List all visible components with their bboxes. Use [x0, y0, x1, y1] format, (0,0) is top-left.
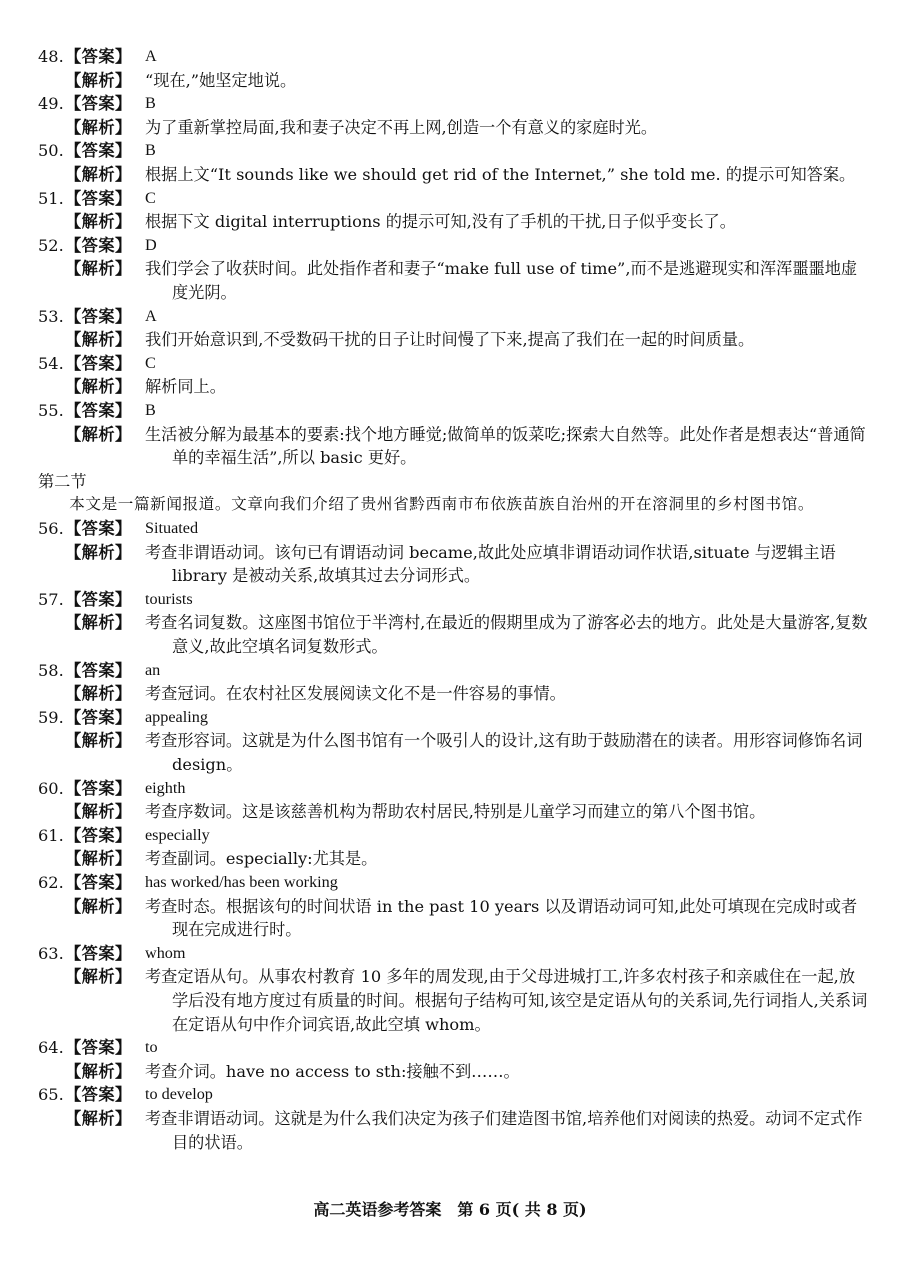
answer-row [38, 399, 868, 423]
explanation-tag: 【解析】 [65, 802, 132, 822]
answer-item [38, 234, 868, 305]
explanation-tag: 【解析】 [65, 967, 132, 987]
answer-value: to develop [145, 1085, 213, 1104]
question-number: 55. [38, 400, 64, 420]
explanation-row [38, 257, 868, 304]
answer-item [38, 187, 868, 234]
answer-tag: 【答案】 [65, 825, 132, 845]
answer-item [38, 92, 868, 139]
question-number: 54. [38, 353, 64, 373]
explanation-text: 考查形容词。这就是为什么图书馆有一个吸引人的设计,这有助于鼓励潜在的读者。用形容词修饰名词 design。 [145, 731, 863, 775]
explanation-text: “现在,”她坚定地说。 [145, 70, 297, 90]
answer-item [38, 706, 868, 777]
answer-row [38, 824, 868, 848]
explanation-block [65, 375, 868, 399]
answer-row [38, 588, 868, 612]
explanation-row [38, 375, 868, 399]
explanation-row [38, 328, 868, 352]
answer-tag: 【答案】 [65, 94, 132, 114]
answer-row [38, 659, 868, 683]
answer-row [38, 234, 868, 258]
question-number: 61. [38, 825, 64, 845]
explanation-block [65, 69, 868, 93]
answer-row [38, 305, 868, 329]
explanation-block [65, 729, 868, 776]
explanation-text: 考查定语从句。从事农村教育 10 多年的周发现,由于父母进城打工,许多农村孩子和亲戚住在一起,放学后没有地方度过有质量的时间。根据句子结构可知,该空是定语从句的关系词,先行词指人,关系词在定语从句中作介词宾语,故此空填 whom。 [145, 967, 868, 1034]
section-intro: 本文是一篇新闻报道。文章向我们介绍了贵州省黔西南市布依族苗族自治州的开在溶洞里的乡村图书馆。 [69, 495, 815, 514]
explanation-tag: 【解析】 [65, 377, 132, 397]
question-number: 49. [38, 94, 64, 114]
explanation-row [38, 116, 868, 140]
explanation-tag: 【解析】 [65, 117, 132, 137]
explanation-tag: 【解析】 [65, 259, 132, 279]
answer-tag: 【答案】 [65, 707, 132, 727]
question-number: 53. [38, 306, 64, 326]
answer-item [38, 659, 868, 706]
explanation-block [65, 895, 868, 942]
explanation-text: 考查序数词。这是该慈善机构为帮助农村居民,特别是儿童学习而建立的第八个图书馆。 [145, 802, 766, 822]
explanation-tag: 【解析】 [65, 330, 132, 350]
answer-row [38, 92, 868, 116]
explanation-block [65, 163, 868, 187]
question-number: 57. [38, 589, 64, 609]
question-number: 48. [38, 47, 64, 66]
explanation-row [38, 729, 868, 776]
explanation-block [65, 1060, 868, 1084]
question-number: 59. [38, 707, 64, 727]
explanation-row [38, 682, 868, 706]
explanation-block [65, 116, 868, 140]
answer-item [38, 399, 868, 470]
answer-value: especially [145, 825, 210, 844]
explanation-tag: 【解析】 [65, 1061, 132, 1081]
answer-item [38, 45, 868, 92]
explanation-row [38, 847, 868, 871]
explanation-text: 解析同上。 [145, 377, 226, 397]
answer-row [38, 942, 868, 966]
answer-tag: 【答案】 [65, 235, 132, 255]
answer-row [38, 352, 868, 376]
question-number: 64. [38, 1038, 64, 1058]
explanation-block [65, 611, 868, 658]
explanation-block [65, 1107, 868, 1154]
explanation-row [38, 611, 868, 658]
question-number: 65. [38, 1085, 64, 1105]
answer-value: B [145, 94, 156, 113]
answer-tag: 【答案】 [65, 306, 132, 326]
answer-tag: 【答案】 [65, 400, 132, 420]
answer-item [38, 942, 868, 1036]
explanation-tag: 【解析】 [65, 212, 132, 232]
question-number: 60. [38, 778, 64, 798]
answer-tag: 【答案】 [65, 141, 132, 161]
explanation-block [65, 800, 868, 824]
answer-row [38, 871, 868, 895]
explanation-text: 我们开始意识到,不受数码干扰的日子让时间慢了下来,提高了我们在一起的时间质量。 [145, 330, 755, 350]
answer-value: B [145, 400, 156, 419]
explanation-row [38, 1107, 868, 1154]
explanation-row [38, 1060, 868, 1084]
explanation-block [65, 210, 868, 234]
answer-item [38, 352, 868, 399]
explanation-text: 考查非谓语动词。这就是为什么我们决定为孩子们建造图书馆,培养他们对阅读的热爱。动词不定式作目的状语。 [145, 1108, 863, 1152]
explanation-text: 考查非谓语动词。该句已有谓语动词 became,故此处应填非谓语动词作状语,situate 与逻辑主语 library 是被动关系,故填其过去分词形式。 [145, 542, 836, 586]
explanation-text: 根据下文 digital interruptions 的提示可知,没有了手机的干扰,日子似乎变长了。 [145, 212, 736, 232]
explanation-text: 为了重新掌控局面,我和妻子决定不再上网,创造一个有意义的家庭时光。 [145, 117, 658, 137]
answer-row [38, 1083, 868, 1107]
explanation-tag: 【解析】 [65, 70, 132, 90]
answer-value: A [145, 306, 157, 325]
explanation-row [38, 541, 868, 588]
answer-row [38, 139, 868, 163]
explanation-row [38, 895, 868, 942]
explanation-tag: 【解析】 [65, 613, 132, 633]
answer-item [38, 777, 868, 824]
explanation-block [65, 847, 868, 871]
answer-tag: 【答案】 [65, 188, 132, 208]
answer-value: tourists [145, 589, 193, 608]
question-number: 62. [38, 872, 64, 892]
answer-value: D [145, 235, 157, 254]
answer-tag: 【答案】 [65, 1038, 132, 1058]
answer-value: appealing [145, 707, 208, 726]
explanation-tag: 【解析】 [65, 731, 132, 751]
explanation-text: 考查名词复数。这座图书馆位于半湾村,在最近的假期里成为了游客必去的地方。此处是大量游客,复数意义,故此空填名词复数形式。 [145, 613, 868, 657]
explanation-text: 生活被分解为最基本的要素:找个地方睡觉;做简单的饭菜吃;探索大自然等。此处作者是想表达“普通简单的幸福生活”,所以 basic 更好。 [145, 424, 866, 468]
explanation-text: 考查时态。根据该句的时间状语 in the past 10 years 以及谓语动词可知,此处可填现在完成时或者现在完成进行时。 [145, 896, 858, 940]
answer-value: an [145, 660, 161, 679]
answer-item [38, 1083, 868, 1154]
explanation-tag: 【解析】 [65, 684, 132, 704]
answer-value: whom [145, 943, 186, 962]
answer-row [38, 777, 868, 801]
explanation-row [38, 163, 868, 187]
answer-item [38, 588, 868, 659]
answer-tag: 【答案】 [65, 353, 132, 373]
answer-tag: 【答案】 [65, 1085, 132, 1105]
answer-value: has worked/has been working [145, 872, 338, 891]
answer-value: A [145, 47, 157, 65]
answer-group-part-one [38, 45, 868, 470]
answer-value: eighth [145, 778, 186, 797]
question-number: 63. [38, 943, 64, 963]
question-number: 52. [38, 235, 64, 255]
question-number: 56. [38, 519, 64, 539]
answer-row [38, 187, 868, 211]
answer-value: to [145, 1038, 158, 1057]
explanation-block [65, 423, 868, 470]
explanation-block [65, 328, 868, 352]
answer-group-part-two [38, 517, 868, 1154]
answer-tag: 【答案】 [65, 778, 132, 798]
question-number: 51. [38, 188, 64, 208]
answer-tag: 【答案】 [65, 943, 132, 963]
page-footer: 高二英语参考答案 第 6 页( 共 8 页) [313, 1200, 587, 1219]
explanation-text: 我们学会了收获时间。此处指作者和妻子“make full use of time”,而不是逃避现实和浑浑噩噩地虚度光阴。 [145, 259, 858, 302]
explanation-block [65, 682, 868, 706]
answer-item [38, 1036, 868, 1083]
explanation-row [38, 423, 868, 470]
answer-tag: 【答案】 [65, 47, 132, 66]
answer-row [38, 1036, 868, 1060]
answer-row [38, 45, 868, 69]
answer-value: C [145, 188, 156, 207]
answer-item [38, 517, 868, 588]
answer-tag: 【答案】 [65, 519, 132, 539]
explanation-block [65, 541, 868, 588]
answer-value: Situated [145, 519, 199, 538]
question-number: 58. [38, 660, 64, 680]
answer-tag: 【答案】 [65, 589, 132, 609]
explanation-row [38, 965, 868, 1036]
answer-tag: 【答案】 [65, 660, 132, 680]
answer-row [38, 517, 868, 541]
explanation-row [38, 210, 868, 234]
answer-item [38, 824, 868, 871]
answer-value: B [145, 141, 156, 160]
explanation-block [65, 257, 868, 304]
explanation-tag: 【解析】 [65, 1108, 132, 1128]
explanation-row [38, 800, 868, 824]
answer-row [38, 706, 868, 730]
answer-value: C [145, 353, 156, 372]
explanation-tag: 【解析】 [65, 896, 132, 916]
explanation-block [65, 965, 868, 1036]
explanation-row [38, 69, 868, 93]
answer-list [38, 45, 868, 1154]
explanation-text: 考查副词。especially:尤其是。 [145, 849, 378, 869]
answer-item [38, 305, 868, 352]
explanation-text: 根据上文“It sounds like we should get rid of the Internet,” she told me. 的提示可知答案。 [145, 164, 856, 184]
answer-tag: 【答案】 [65, 872, 132, 892]
answer-item [38, 871, 868, 942]
section-heading: 第二节 [38, 471, 87, 491]
explanation-tag: 【解析】 [65, 164, 132, 184]
explanation-tag: 【解析】 [65, 424, 132, 444]
explanation-text: 考查冠词。在农村社区发展阅读文化不是一件容易的事情。 [145, 684, 566, 704]
answer-item [38, 139, 868, 186]
question-number: 50. [38, 141, 64, 161]
explanation-tag: 【解析】 [65, 542, 132, 562]
explanation-text: 考查介词。have no access to sth:接触不到……。 [145, 1061, 520, 1081]
explanation-tag: 【解析】 [65, 849, 132, 869]
